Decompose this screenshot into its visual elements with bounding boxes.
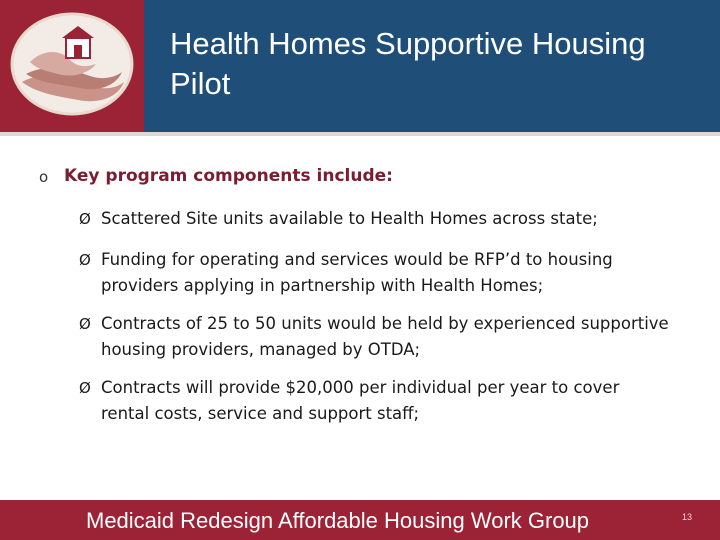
slide-title: Health Homes Supportive Housing Pilot	[170, 26, 646, 101]
arrow-bullet-icon: Ø	[79, 379, 91, 397]
slide-footer	[0, 500, 720, 540]
arrow-bullet-icon: Ø	[79, 315, 91, 333]
circle-bullet-icon: o	[39, 168, 49, 186]
sub-bullet-text: Contracts of 25 to 50 units would be held by experienced supportive housing providers, managed by OTDA;	[101, 314, 669, 359]
arrow-bullet-icon: Ø	[79, 251, 91, 269]
footer-text: Medicaid Redesign Affordable Housing Work Group	[86, 508, 590, 533]
hands-house-logo-icon	[10, 12, 134, 116]
title-panel	[144, 0, 720, 132]
logo-panel	[0, 0, 144, 132]
slide-header	[0, 0, 720, 132]
sub-bullet-text: Scattered Site units available to Health Homes across state;	[101, 209, 598, 228]
sub-bullet-text: Contracts will provide $20,000 per individual per year to cover rental costs, service and support staff;	[101, 378, 620, 423]
main-bullet-text: Key program components include:	[64, 166, 393, 186]
header-divider	[0, 132, 720, 136]
arrow-bullet-icon: Ø	[79, 210, 91, 228]
page-number: 13	[682, 512, 693, 522]
sub-bullet-text: Funding for operating and services would be RFP’d to housing providers applying in partnership with Health Homes;	[101, 250, 613, 295]
